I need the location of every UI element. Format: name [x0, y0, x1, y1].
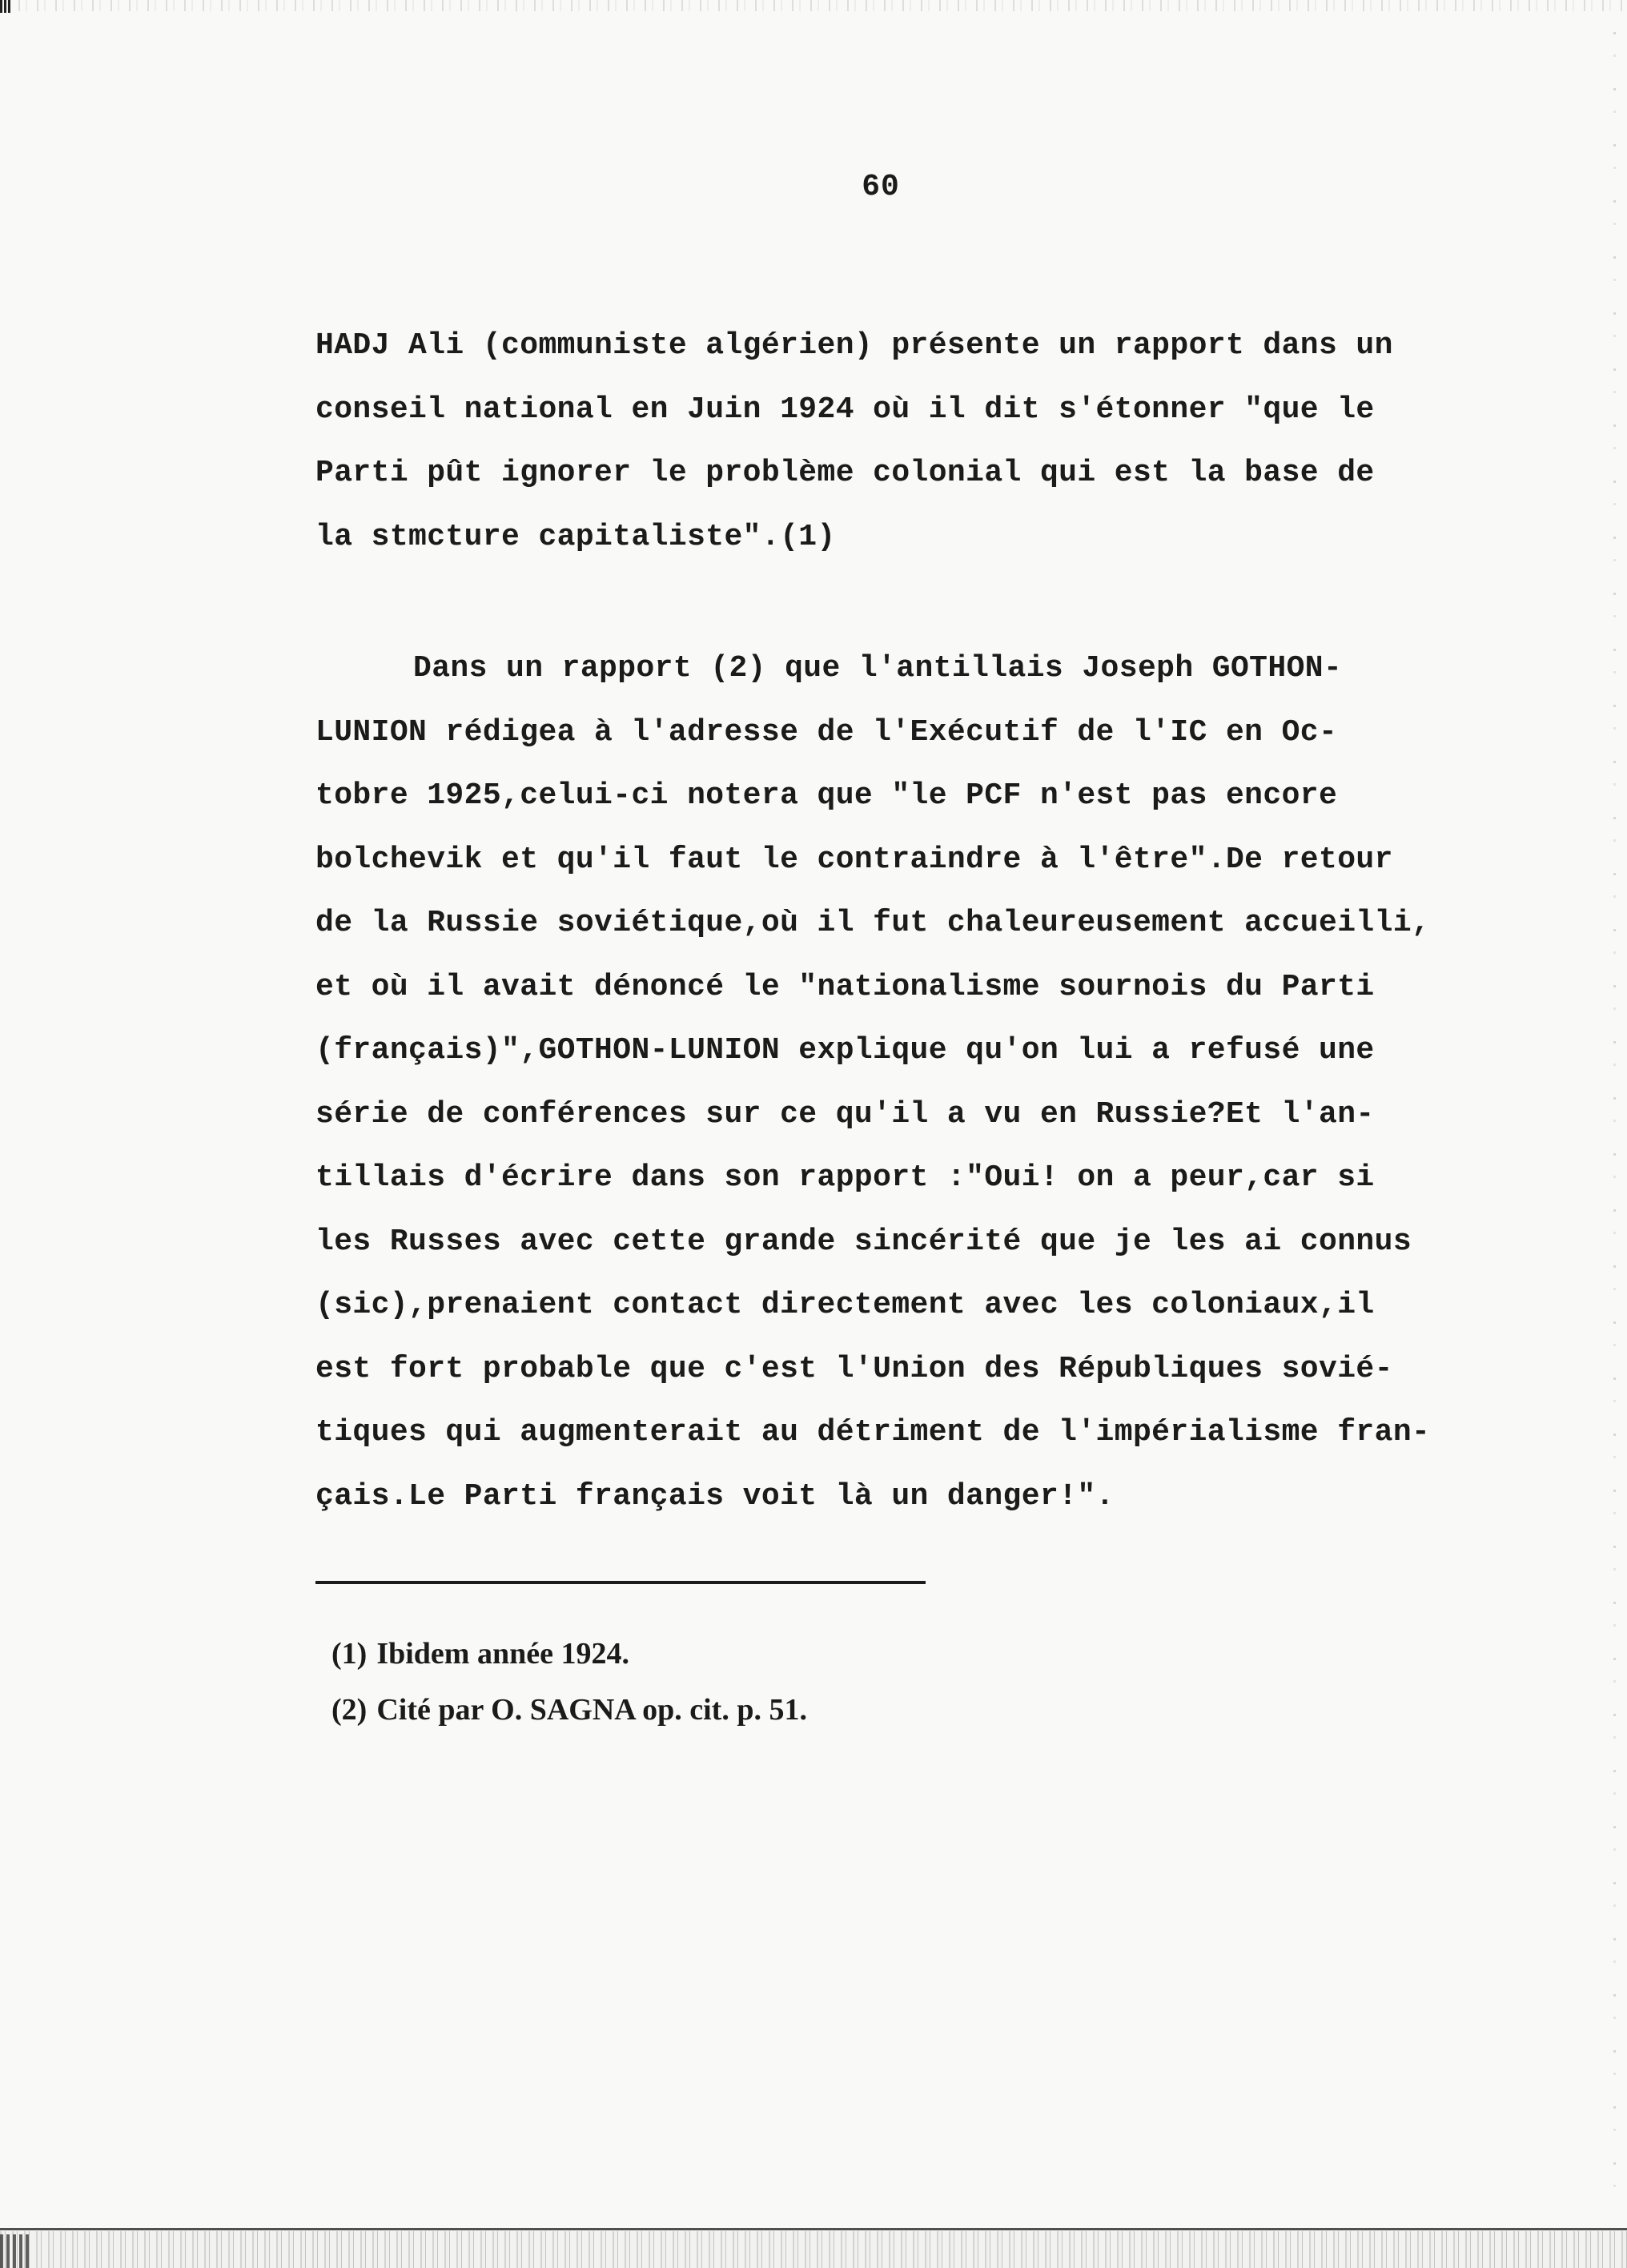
scan-mark-top-left — [0, 0, 11, 13]
text-line: et où il avait dénoncé le "nationalisme sournois du Parti — [315, 969, 1375, 1004]
text-line: de la Russie soviétique,où il fut chaleureusement accueilli, — [315, 906, 1431, 940]
text-line: conseil national en Juin 1924 où il dit s'étonner "que le — [315, 392, 1375, 427]
text-line: LUNION rédigea à l'adresse de l'Exécutif de l'IC en Oc- — [315, 714, 1338, 750]
footnote-number: (1) — [331, 1637, 368, 1671]
text-line: est fort probable que c'est l'Union des Républiques sovié- — [315, 1351, 1393, 1386]
paragraph-2 — [315, 637, 1452, 1528]
footnote-1 — [331, 1626, 807, 1682]
scan-line-bottom — [0, 2228, 1627, 2230]
paragraph-1 — [315, 314, 1452, 569]
text-line: (français)",GOTHON-LUNION explique qu'on lui a refusé une — [315, 1033, 1375, 1068]
footnote-text: Ibidem année 1924. — [376, 1637, 629, 1671]
page-number: 60 — [862, 170, 900, 204]
text-line: série de conférences sur ce qu'il a vu en Russie?Et l'an- — [315, 1096, 1375, 1132]
text-line: tillais d'écrire dans son rapport :"Oui! on a peur,car si — [315, 1160, 1375, 1195]
footnote-2 — [331, 1682, 807, 1738]
text-line: tiques qui augmenterait au détriment de l'impérialisme fran- — [315, 1415, 1431, 1450]
scan-border-top — [0, 0, 1627, 11]
footnote-text: Cité par O. SAGNA op. cit. p. 51. — [376, 1693, 807, 1727]
text-line: la stmcture capitaliste".(1) — [315, 519, 836, 554]
text-line: Parti pût ignorer le problème colonial qui est la base de — [315, 456, 1375, 490]
text-line: les Russes avec cette grande sincérité que je les ai connus — [315, 1224, 1412, 1259]
footnote-separator — [315, 1581, 926, 1584]
scan-border-bottom — [0, 2231, 1627, 2268]
footnotes — [331, 1626, 807, 1738]
text-line: bolchevik et qu'il faut le contraindre à l'être".De retour — [315, 842, 1393, 877]
text-line: tobre 1925,celui-ci notera que "le PCF n'est pas encore — [315, 778, 1338, 813]
text-line: Dans un rapport (2) que l'antillais Joseph GOTHON- — [413, 651, 1343, 686]
scan-mark-bottom-left — [0, 2234, 32, 2268]
text-line: çais.Le Parti français voit là un danger!". — [315, 1478, 1115, 1514]
scan-border-right — [1613, 32, 1616, 2210]
footnote-number: (2) — [331, 1693, 368, 1727]
text-line: HADJ Ali (communiste algérien) présente un rapport dans un — [315, 328, 1393, 363]
text-line: (sic),prenaient contact directement avec les coloniaux,il — [315, 1288, 1375, 1322]
